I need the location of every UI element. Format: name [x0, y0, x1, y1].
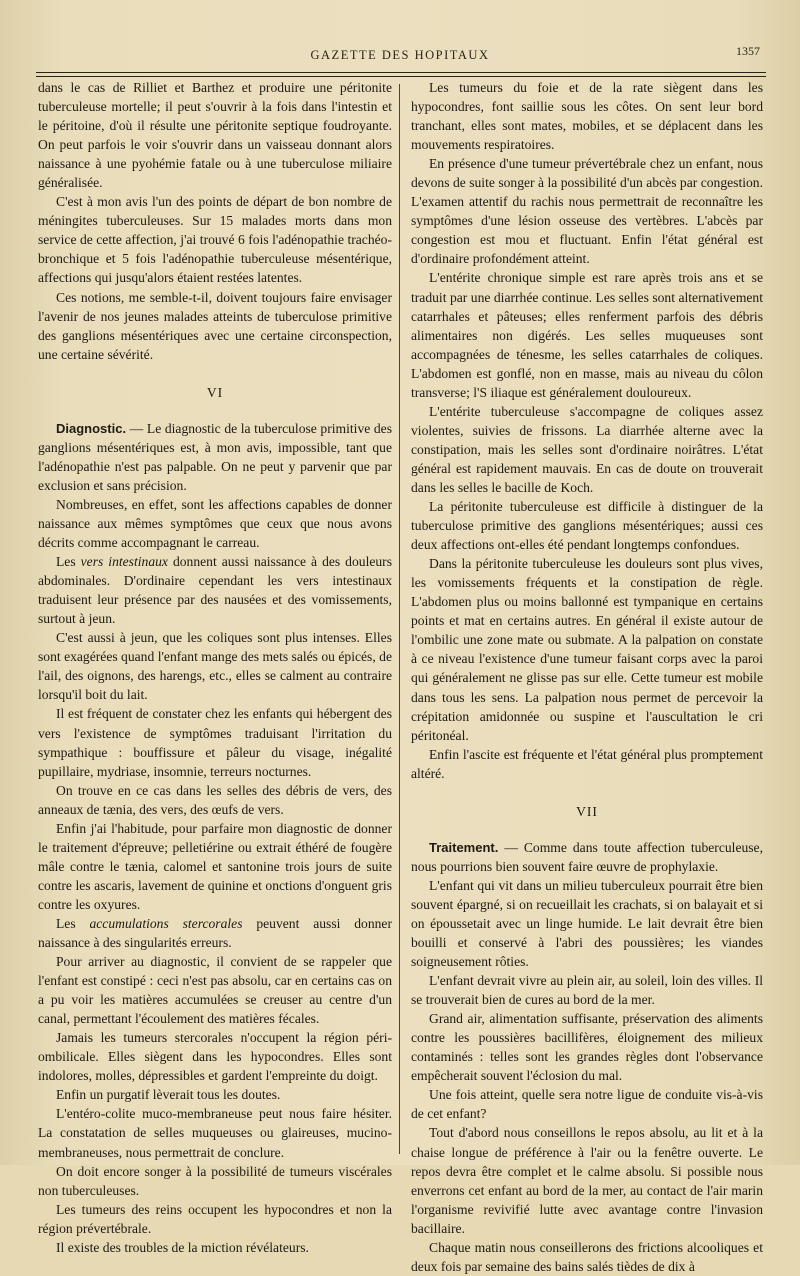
- paragraph: L'entérite chronique simple est rare après trois ans et se traduit par une diarrhée continue. Les selles sont alternativement catarrhales et pâteuses; elles renferment parfois des débris alimentaires non digérés. Les selles muqueuses sont accompagnées de ténesme, les selles catarrhales de coliques. L'abdomen est gonflé, non en masse, mais au niveau du côlon transverse; l'S iliaque est généralement douloureux.: [411, 270, 763, 400]
- header-rule-thin: [36, 76, 766, 77]
- paragraph: Enfin j'ai l'habitude, pour parfaire mon diagnostic de donner le traitement d'épreuve; pelletiérine ou extrait éthéré de fougère mâle contre le tænia, calomel et santonine trois jours de suite contre les ascaris, lavement de quinine et onctions d'onguent gris contre les oxyures.: [38, 820, 392, 912]
- section-heading-vi: VI: [206, 384, 224, 400]
- paragraph-text: Les: [56, 915, 90, 931]
- paragraph-traitement: [411, 838, 763, 876]
- paragraph: Pour arriver au diagnostic, il convient de se rappeler que l'enfant est constipé : ceci n'est pas absolu, car en certains cas on a pu voir les matières accumulées se creuser au centre d'un canal, permettant l'écoulement des matières fécales.: [38, 954, 392, 1027]
- paragraph: Une fois atteint, quelle sera notre ligue de conduite vis-à-vis de cet enfant?: [411, 1087, 763, 1122]
- paragraph: Nombreuses, en effet, sont les affections capables de donner naissance aux mêmes symptômes que ceux que nous avons décrits comme accompagnant le carreau.: [38, 496, 392, 551]
- paragraph: Tout d'abord nous conseillons le repos absolu, au lit et à la chaise longue de préférence à l'air ou la fenêtre ouverte. Le repos devra être complet et le calme absolu. Si possible nous enverrons cet enfant au bord de la mer, au contact de l'air marin l'organisme revivifié lutte avec avantage contre l'invasion bacillaire.: [411, 1125, 763, 1236]
- paragraph: Il est fréquent de constater chez les enfants qui hébergent des vers l'existence de symptômes traduisant l'irritation du sympathique : bouffissure et pâleur du visage, inégalité pupillaire, mydriase, insomnie, terreurs nocturnes.: [38, 706, 392, 779]
- right-column: [411, 78, 763, 1276]
- paragraph: En présence d'une tumeur prévertébrale chez un enfant, nous devons de suite songer à la possibilité d'un abcès par congestion. L'examen attentif du rachis nous permettrait de reconnaître les symptômes d'une lésion osseuse des vertèbres. L'abcès par congestion est mou et fluctuant. Enfin l'état général est d'ordinaire profondément atteint.: [411, 156, 763, 267]
- paragraph: On trouve en ce cas dans les selles des débris de vers, des anneaux de tænia, des vers, des œufs de vers.: [38, 782, 392, 817]
- paragraph: Les tumeurs du foie et de la rate siègent dans les hypocondres, font saillie sous les côtes. On sent leur bord tranchant, elles sont mates, mobiles, et se déplacent dans les mouvements respiratoires.: [411, 80, 763, 153]
- paragraph: Enfin un purgatif lèverait tous les doutes.: [56, 1087, 281, 1103]
- paragraph: L'enfant devrait vivre au plein air, au soleil, loin des villes. Il se trouverait bien de cures au bord de la mer.: [411, 973, 763, 1008]
- paragraph-text: peuvent aussi donner naissance à des singularités erreurs.: [38, 915, 392, 951]
- section-heading-vii: VII: [576, 803, 598, 819]
- column-divider: [399, 84, 400, 1154]
- paragraph: C'est aussi à jeun, que les coliques sont plus intenses. Elles sont exagérées quand l'enfant mange des mets salés ou épicés, de l'ail, des oignons, des harengs, etc., elles se calment au contraire lorsqu'il boit du lait.: [38, 630, 392, 703]
- paragraph: On doit encore songer à la possibilité de tumeurs viscérales non tuberculeuses.: [38, 1163, 392, 1198]
- paragraph: Jamais les tumeurs stercorales n'occupent la région péri-ombilicale. Elles siègent dans les hypocondres. Elles sont indolores, molles, dépressibles et gardent l'empreinte du doigt.: [38, 1030, 392, 1084]
- paragraph: Enfin l'ascite est fréquente et l'état général plus promptement altéré.: [411, 746, 763, 781]
- paragraph: L'enfant qui vit dans un milieu tuberculeux pourrait être bien souvent épargné, si on recueillait les crachats, si on balayait et si on époussetait avec un linge humide. Le lait devrait être bien bouilli et conservé à l'abri des poussières; les viandes soigneusement rôties.: [411, 877, 763, 970]
- section-lead-traitement: Traitement.: [429, 839, 499, 855]
- paragraph: dans le cas de Rilliet et Barthez et produire une péritonite tuberculeuse mortelle; il peut s'ouvrir à la fois dans l'intestin et le péritoine, d'où il résulte une péritonite septique foudroyante. On peut parfois le voir s'ouvrir dans un vaisseau donnant alors naissance à une pyohémie fatale ou à une tuberculose miliaire généralisée.: [38, 80, 392, 191]
- paragraph: La péritonite tuberculeuse est difficile à distinguer de la tuberculose primitive des ganglions mésentériques; aussi ces deux affections ont-elles été pendant longtemps confondues.: [411, 499, 763, 553]
- paragraph: Les tumeurs des reins occupent les hypocondres et non la région prévertébrale.: [38, 1201, 392, 1236]
- paragraph: Il existe des troubles de la miction révélateurs.: [56, 1239, 309, 1255]
- paragraph: L'entéro-colite muco-membraneuse peut nous faire hésiter. La constatation de selles muqueuses ou glaireuses, mucino-membraneuses, nous permettrait de conclure.: [38, 1106, 392, 1160]
- italic-term: vers intestinaux: [80, 554, 168, 570]
- paragraph: L'entérite tuberculeuse s'accompagne de coliques assez violentes, suivies de frissons. La diarrhée alterne avec la constipation, mais les selles sont d'ordinaire noirâtres. L'état général est rapidement mauvais. En cas de doute on trouverait dans les selles le bacille de Koch.: [411, 403, 763, 495]
- left-column: [38, 78, 392, 1257]
- section-lead-diagnostic: Diagnostic.: [56, 420, 127, 436]
- header-rule-thick: [36, 72, 766, 73]
- italic-term: accumulations stercorales: [89, 915, 243, 931]
- paragraph: Chaque matin nous conseillerons des frictions alcooliques et deux fois par semaine des bains salés tièdes de dix à: [411, 1239, 763, 1274]
- paragraph: Grand air, alimentation suffisante, préservation des aliments contre les poussières bacillifères, éloignement des milieux contaminés : telles sont les grandes règles dont l'observance empêcherait souvent l'éclosion du mal.: [411, 1011, 763, 1084]
- paragraph: Dans la péritonite tuberculeuse les douleurs sont plus vives, les vomissements fréquents et la constipation de règle. L'abdomen plus ou moins ballonné est tympanique en certains points et mat en certains autres. En général il existe autour de l'ombilic une zone mate ou submate. A la palpation on constate à ce niveau l'existence d'une tumeur faisant corps avec la paroi qui généralement ne glisse pas sur elle. Cette tumeur est mobile dans tous les sens. La palpation nous permet de percevoir la crépitation amidonnée ou suspine et l'auscultation le cri péritonéal.: [411, 556, 763, 743]
- paragraph-text: — Comme dans toute affection tuberculeuse, nous pourrions bien souvent faire œuvre de prophylaxie.: [411, 839, 763, 874]
- paragraph: [38, 552, 392, 628]
- paragraph: [38, 914, 392, 952]
- paragraph: C'est à mon avis l'un des points de départ de bon nombre de méningites tuberculeuses. Sur 15 malades morts dans mon service de cette affection, j'ai trouvé 6 fois l'adénopathie trachéo-bronchique et 5 fois l'adénopathie tuberculeuse mésentérique, affections qui jusqu'alors étaient restées latentes.: [38, 194, 392, 286]
- paragraph-text: Les: [56, 554, 81, 570]
- paragraph: Ces notions, me semble-t-il, doivent toujours faire envisager l'avenir de nos jeunes malades atteints de tuberculose primitive des ganglions mésentériques avec une certaine circonspection, une certaine sévérité.: [38, 289, 392, 362]
- page-number: 1357: [736, 44, 760, 58]
- running-title: GAZETTE DES HOPITAUX: [310, 48, 490, 62]
- page-header: [0, 42, 800, 70]
- paragraph-text: donnent aussi naissance à des douleurs abdominales. D'ordinaire cependant les vers intestinaux traduisent leur présence par des nausées et des vomissements, surtout à jeun.: [38, 554, 393, 627]
- paragraph-diagnostic: [38, 419, 392, 495]
- paragraph-text: — Le diagnostic de la tuberculose primitive des ganglions mésentériques est, à mon avis, impossible, tant que l'adénopathie n'est pas palpable. On ne peut y parvenir que par exclusion et sans précision.: [38, 420, 392, 493]
